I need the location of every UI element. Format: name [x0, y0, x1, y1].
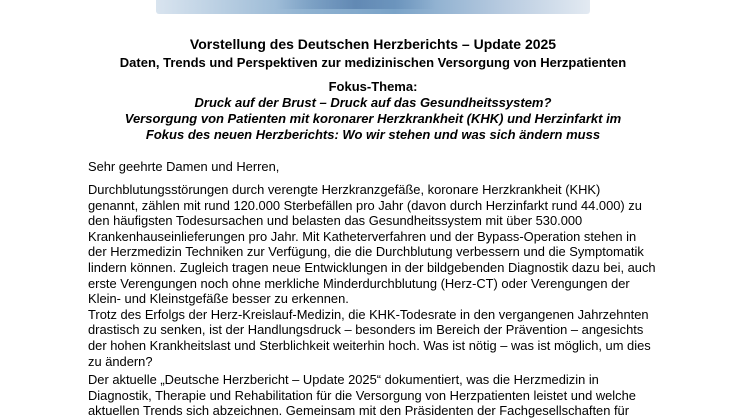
body-paragraph [88, 372, 658, 419]
text-line: Trotz des Erfolgs der Herz-Kreislauf-Medizin, die KHK-Todesrate in den vergangenen Jahrzehnten [88, 306, 649, 322]
text-line: Klein- und Kleinstgefäße besser zu erkennen. [88, 291, 349, 307]
text-line: Durchblutungsstörungen durch verengte Herzkranzgefäße, koronare Herzkrankheit (KHK) [88, 182, 601, 197]
text-line: Der aktuelle „Deutsche Herzbericht – Update 2025“ dokumentiert, was die Herzmedizin in [88, 372, 599, 387]
text-line: der hohen Krankheitslast und Sterblichkeit weiterhin hoch. Was ist nötig – was ist möglich, um dies [88, 337, 651, 353]
text-line: lindern können. Zugleich tragen neue Entwicklungen in der bildgebenden Diagnostik dazu bei, auch [88, 259, 656, 275]
text-line: der Herzmedizin Techniken zur Verfügung, die die Durchblutung verbessern und die Symptomatik [88, 244, 644, 260]
text-line: genannt, zählen mit rund 120.000 Sterbefällen pro Jahr (davon durch Herzinfarkt rund 44.000) zu [88, 197, 642, 213]
text-line: aktuellen Trends sich abzeichnen. Gemeinsam mit den Präsidenten der Fachgesellschaften für [88, 403, 629, 419]
focus-label: Fokus-Thema: [328, 79, 418, 94]
text-line: zu ändern? [88, 353, 153, 369]
body-paragraph [88, 182, 658, 369]
header-banner-image [156, 0, 590, 14]
document-subtitle: Daten, Trends und Perspektiven zur medizinischen Versorgung von Herzpatienten [119, 55, 627, 70]
text-line: erste Verengungen noch ohne merkliche Minderdurchblutung (Herz-CT) oder Verengungen der [88, 275, 630, 291]
focus-line: Druck auf der Brust – Druck auf das Gesundheitssystem? [194, 95, 552, 110]
text-line: drastisch zu senken, ist der Handlungsdruck – besonders im Bereich der Prävention – angesichts [88, 322, 644, 338]
salutation: Sehr geehrte Damen und Herren, [88, 159, 280, 174]
focus-line: Versorgung von Patienten mit koronarer Herzkrankheit (KHK) und Herzinfarkt im [124, 111, 622, 126]
text-line: Diagnostik, Therapie und Rehabilitation für die Versorgung von Herzpatienten leistet und welche [88, 387, 636, 403]
document-title: Vorstellung des Deutschen Herzberichts – Update 2025 [189, 36, 557, 52]
text-line: den häufigsten Todesursachen und belasten das Gesundheitssystem mit über 530.000 [88, 213, 583, 229]
focus-line: Fokus des neuen Herzberichts: Wo wir stehen und was sich ändern muss [145, 127, 601, 142]
text-line: Krankenhauseinlieferungen pro Jahr. Mit Katheterverfahren und der Bypass-Operation stehen in [88, 228, 637, 244]
